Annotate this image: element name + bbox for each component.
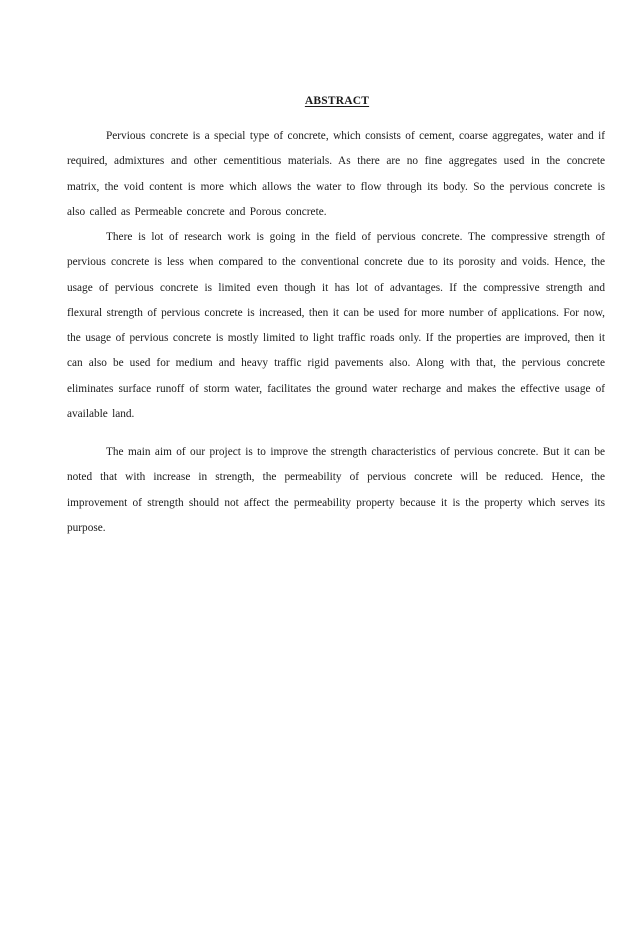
abstract-paragraph-3: The main aim of our project is to improve the strength characteristics of pervious concrete. But it can be noted that with increase in strength, the permeability of pervious concrete will be reduced. Hence, the improvement of strength should not affect the permeability property because it is the property which serves its purpose. xyxy=(67,446,605,534)
abstract-paragraph-1: Pervious concrete is a special type of concrete, which consists of cement, coarse aggregates, water and if required, admixtures and other cementitious materials. As there are no fine aggregates used in the concrete matrix, the void content is more which allows the water to flow through its body. So the pervious concrete is also called as Permeable concrete and Porous concrete. xyxy=(67,130,605,218)
abstract-paragraph-2: There is lot of research work is going in the field of pervious concrete. The compressive strength of pervious concrete is less when compared to the conventional concrete due to its porosity and voids. Hence, the usage of pervious concrete is limited even though it has lot of advantages. If the compressive strength and flexural strength of pervious concrete is increased, then it can be used for more number of applications. For now, the usage of pervious concrete is mostly limited to light traffic roads only. If the properties are improved, then it can also be used for medium and heavy traffic rigid pavements also. Along with that, the pervious concrete eliminates surface runoff of storm water, facilitates the ground water recharge and makes the effective usage of available land. xyxy=(67,231,605,421)
abstract-title: ABSTRACT xyxy=(304,95,370,107)
